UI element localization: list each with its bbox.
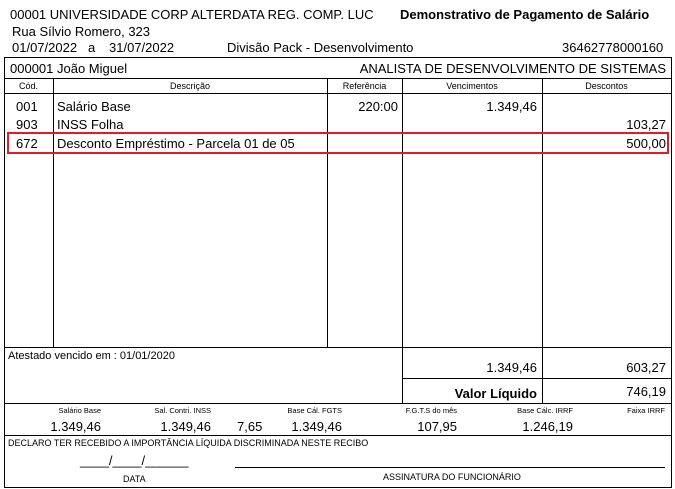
irrf-range-label: Faixa IRRF <box>627 406 665 415</box>
inss-rate: 7,65 <box>237 419 263 434</box>
employee-name: 000001 João Miguel <box>10 61 128 76</box>
irrf-base: 1.246,19 <box>522 419 573 434</box>
column-header-code: Cód. <box>18 81 38 91</box>
row-code: 001 <box>16 99 38 114</box>
column-header-deductions: Descontos <box>585 81 628 91</box>
company-name: 00001 UNIVERSIDADE CORP ALTERDATA REG. COMP. LUC <box>10 7 374 22</box>
row-description: Salário Base <box>57 99 131 114</box>
inss-base: 1.349,46 <box>160 419 211 434</box>
period-end: 31/07/2022 <box>109 40 175 55</box>
net-value-label: Valor Líquido <box>454 386 537 401</box>
highlight-box <box>7 132 669 154</box>
column-header-earnings: Vencimentos <box>446 81 498 91</box>
fgts-base: 1.349,46 <box>291 419 342 434</box>
company-cnpj: 36462778000160 <box>562 40 664 55</box>
total-earnings: 1.349,46 <box>486 360 537 375</box>
date-label: DATA <box>123 474 146 484</box>
employee-role: ANALISTA DE DESENVOLVIMENTO DE SISTEMAS <box>359 61 666 76</box>
signature-label: ASSINATURA DO FUNCIONÁRIO <box>383 472 521 482</box>
column-header-reference: Referência <box>342 81 387 91</box>
total-deductions: 603,27 <box>626 360 666 375</box>
document-title: Demonstrativo de Pagamento de Salário <box>400 7 650 22</box>
division: Divisão Pack - Desenvolvimento <box>227 40 414 55</box>
row-deductions: 103,27 <box>626 117 666 132</box>
period-start: 01/07/2022 <box>12 40 78 55</box>
row-deductions: 500,00 <box>626 136 666 151</box>
net-value: 746,19 <box>626 384 666 399</box>
fgts-base-label: Base Cál. FGTS <box>287 406 342 415</box>
declaration-text: DECLARO TER RECEBIDO A IMPORTÂNCIA LÍQUIDA DISCRIMINADA NESTE RECIBO <box>8 438 369 448</box>
base-salary-label: Salário Base <box>58 406 101 415</box>
date-blank: ____/____/______ <box>80 453 189 468</box>
inss-base-label: Sal. Contri. INSS <box>154 406 211 415</box>
company-address: Rua Sílvio Romero, 323 <box>12 24 151 39</box>
fgts-month: 107,95 <box>417 419 457 434</box>
row-reference: 220:00 <box>358 99 398 114</box>
period-separator: a <box>88 40 96 55</box>
row-code: 903 <box>16 117 38 132</box>
column-header-description: Descrição <box>169 81 210 91</box>
signature-line <box>235 467 665 468</box>
attestation-text: Atestado vencido em : 01/01/2020 <box>8 350 175 362</box>
irrf-base-label: Base Cálc. IRRF <box>517 406 573 415</box>
row-description: INSS Folha <box>57 117 124 132</box>
fgts-month-label: F.G.T.S do mês <box>405 406 457 415</box>
row-code: 672 <box>16 136 38 151</box>
row-description: Desconto Empréstimo - Parcela 01 de 05 <box>57 136 295 151</box>
row-earnings: 1.349,46 <box>486 99 537 114</box>
base-salary: 1.349,46 <box>50 419 101 434</box>
